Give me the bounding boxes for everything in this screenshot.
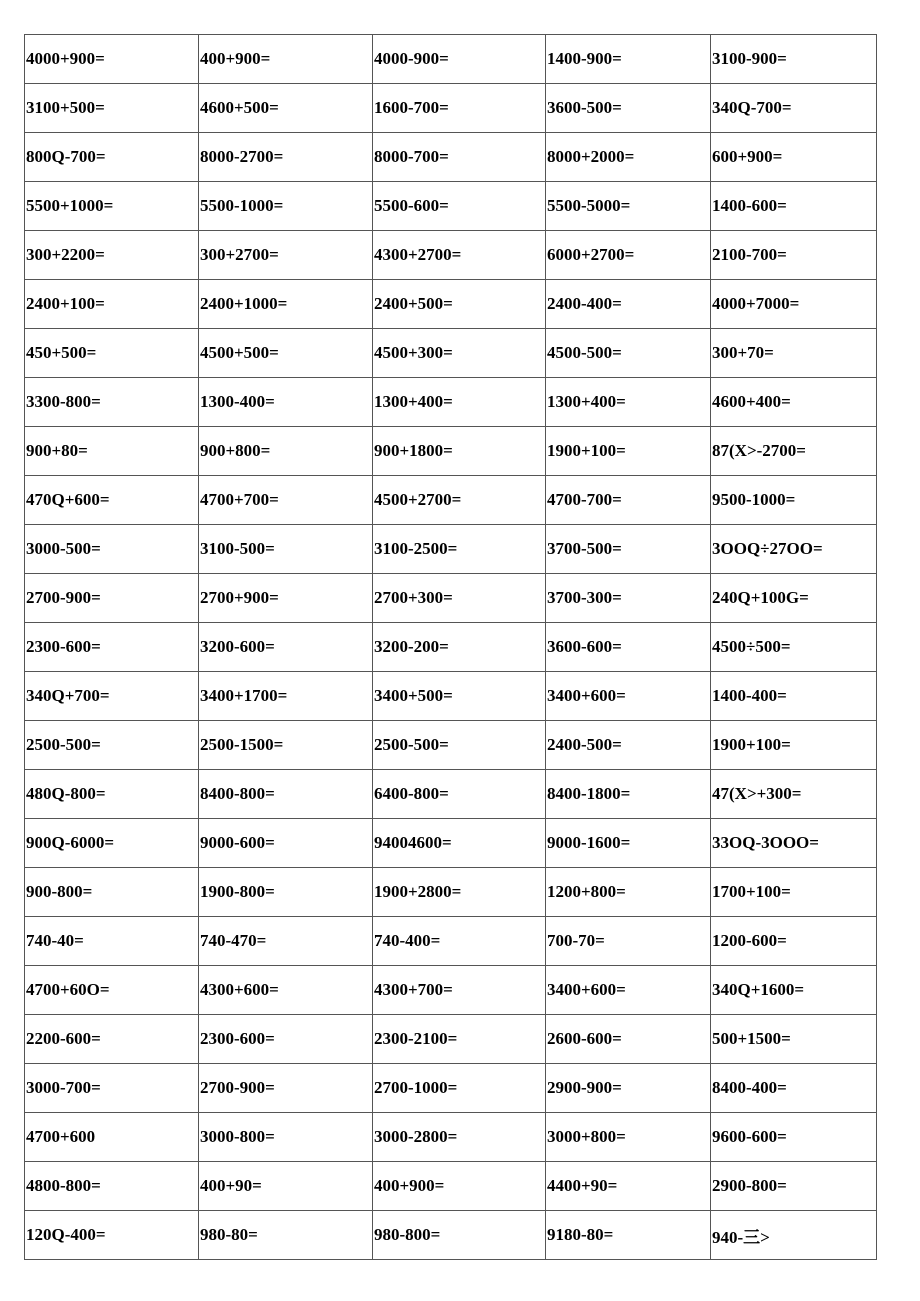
problem-cell: 4300+2700= [373, 231, 546, 280]
problem-cell: 2300-2100= [373, 1015, 546, 1064]
problem-cell: 4500÷500= [711, 623, 877, 672]
problem-cell: 8000-2700= [199, 133, 373, 182]
problem-cell: 1900-800= [199, 868, 373, 917]
problem-cell: 3000-500= [25, 525, 199, 574]
problem-cell: 3100+500= [25, 84, 199, 133]
problem-cell: 450+500= [25, 329, 199, 378]
problem-cell: 3400+500= [373, 672, 546, 721]
problem-cell: 1300+400= [373, 378, 546, 427]
problem-cell: 2600-600= [546, 1015, 711, 1064]
problem-cell: 1900+100= [546, 427, 711, 476]
problem-cell: 900-800= [25, 868, 199, 917]
worksheet-row [25, 672, 877, 721]
problem-cell: 2700-900= [199, 1064, 373, 1113]
worksheet-row [25, 280, 877, 329]
problem-cell: 340Q+1600= [711, 966, 877, 1015]
problem-cell: 800Q-700= [25, 133, 199, 182]
worksheet-row [25, 1113, 877, 1162]
problem-cell: 8000-700= [373, 133, 546, 182]
problem-cell: 4500+500= [199, 329, 373, 378]
problem-cell: 240Q+100G= [711, 574, 877, 623]
problem-cell: 900+80= [25, 427, 199, 476]
worksheet-row [25, 133, 877, 182]
worksheet-row [25, 623, 877, 672]
worksheet-row [25, 231, 877, 280]
problem-cell: 2700+900= [199, 574, 373, 623]
problem-cell: 8400-800= [199, 770, 373, 819]
problem-cell: 740-470= [199, 917, 373, 966]
problem-cell: 4700+700= [199, 476, 373, 525]
problem-cell: 8400-1800= [546, 770, 711, 819]
problem-cell: 94004600= [373, 819, 546, 868]
problem-cell: 9000-600= [199, 819, 373, 868]
problem-cell: 740-400= [373, 917, 546, 966]
worksheet-row [25, 476, 877, 525]
worksheet-row [25, 917, 877, 966]
problem-cell: 9180-80= [546, 1211, 711, 1260]
problem-cell: 2700+300= [373, 574, 546, 623]
problem-cell: 4300+600= [199, 966, 373, 1015]
problem-cell: 2400-400= [546, 280, 711, 329]
problem-cell: 5500+1000= [25, 182, 199, 231]
worksheet-row [25, 966, 877, 1015]
problem-cell: 8000+2000= [546, 133, 711, 182]
problem-cell: 4700-700= [546, 476, 711, 525]
problem-cell: 340Q+700= [25, 672, 199, 721]
problem-cell: 4500-500= [546, 329, 711, 378]
problem-cell: 4600+400= [711, 378, 877, 427]
problem-cell: 3200-200= [373, 623, 546, 672]
problem-cell: 3400+1700= [199, 672, 373, 721]
arithmetic-worksheet-table [24, 34, 877, 1260]
problem-cell: 2400-500= [546, 721, 711, 770]
problem-cell: 4300+700= [373, 966, 546, 1015]
problem-cell: 4000-900= [373, 35, 546, 84]
problem-cell: 1900+100= [711, 721, 877, 770]
problem-cell: 3OOQ÷27OO= [711, 525, 877, 574]
problem-cell: 3600-500= [546, 84, 711, 133]
problem-cell: 2200-600= [25, 1015, 199, 1064]
worksheet-row [25, 1162, 877, 1211]
problem-cell: 1300-400= [199, 378, 373, 427]
problem-cell: 33OQ-3OOO= [711, 819, 877, 868]
problem-cell: 3100-500= [199, 525, 373, 574]
worksheet-row [25, 1064, 877, 1113]
problem-cell: 300+2700= [199, 231, 373, 280]
worksheet-row [25, 525, 877, 574]
worksheet-row [25, 427, 877, 476]
problem-cell: 1600-700= [373, 84, 546, 133]
problem-cell: 2500-500= [373, 721, 546, 770]
problem-cell: 940-三> [711, 1211, 877, 1260]
problem-cell: 9000-1600= [546, 819, 711, 868]
problem-cell: 1700+100= [711, 868, 877, 917]
problem-cell: 700-70= [546, 917, 711, 966]
problem-cell: 340Q-700= [711, 84, 877, 133]
problem-cell: 1200+800= [546, 868, 711, 917]
problem-cell: 3400+600= [546, 966, 711, 1015]
problem-cell: 3700-500= [546, 525, 711, 574]
problem-cell: 4500+2700= [373, 476, 546, 525]
problem-cell: 2400+100= [25, 280, 199, 329]
problem-cell: 4000+900= [25, 35, 199, 84]
problem-cell: 900+800= [199, 427, 373, 476]
worksheet-row [25, 378, 877, 427]
problem-cell: 900+1800= [373, 427, 546, 476]
worksheet-row [25, 1211, 877, 1260]
problem-cell: 1200-600= [711, 917, 877, 966]
worksheet-row [25, 819, 877, 868]
worksheet-body [25, 35, 877, 1260]
problem-cell: 2400+500= [373, 280, 546, 329]
problem-cell: 980-800= [373, 1211, 546, 1260]
problem-cell: 3600-600= [546, 623, 711, 672]
worksheet-row [25, 721, 877, 770]
problem-cell: 740-40= [25, 917, 199, 966]
problem-cell: 9600-600= [711, 1113, 877, 1162]
problem-cell: 300+70= [711, 329, 877, 378]
problem-cell: 4700+60O= [25, 966, 199, 1015]
worksheet-row [25, 868, 877, 917]
worksheet-row [25, 329, 877, 378]
problem-cell: 400+900= [373, 1162, 546, 1211]
problem-cell: 4700+600 [25, 1113, 199, 1162]
problem-cell: 2500-1500= [199, 721, 373, 770]
problem-cell: 1400-400= [711, 672, 877, 721]
problem-cell: 3200-600= [199, 623, 373, 672]
problem-cell: 480Q-800= [25, 770, 199, 819]
worksheet-row [25, 1015, 877, 1064]
problem-cell: 1900+2800= [373, 868, 546, 917]
problem-cell: 1300+400= [546, 378, 711, 427]
problem-cell: 3300-800= [25, 378, 199, 427]
worksheet-row [25, 574, 877, 623]
problem-cell: 4600+500= [199, 84, 373, 133]
problem-cell: 2300-600= [199, 1015, 373, 1064]
problem-cell: 3100-900= [711, 35, 877, 84]
problem-cell: 900Q-6000= [25, 819, 199, 868]
problem-cell: 3000-2800= [373, 1113, 546, 1162]
problem-cell: 9500-1000= [711, 476, 877, 525]
problem-cell: 2700-1000= [373, 1064, 546, 1113]
problem-cell: 47(X>+300= [711, 770, 877, 819]
problem-cell: 6000+2700= [546, 231, 711, 280]
problem-cell: 470Q+600= [25, 476, 199, 525]
problem-cell: 500+1500= [711, 1015, 877, 1064]
problem-cell: 120Q-400= [25, 1211, 199, 1260]
problem-cell: 1400-600= [711, 182, 877, 231]
problem-cell: 8400-400= [711, 1064, 877, 1113]
problem-cell: 3700-300= [546, 574, 711, 623]
problem-cell: 980-80= [199, 1211, 373, 1260]
problem-cell: 400+900= [199, 35, 373, 84]
problem-cell: 300+2200= [25, 231, 199, 280]
problem-cell: 5500-1000= [199, 182, 373, 231]
problem-cell: 3400+600= [546, 672, 711, 721]
problem-cell: 3000+800= [546, 1113, 711, 1162]
problem-cell: 3000-800= [199, 1113, 373, 1162]
problem-cell: 5500-600= [373, 182, 546, 231]
problem-cell: 3100-2500= [373, 525, 546, 574]
problem-cell: 1400-900= [546, 35, 711, 84]
worksheet-row [25, 84, 877, 133]
problem-cell: 600+900= [711, 133, 877, 182]
problem-cell: 6400-800= [373, 770, 546, 819]
problem-cell: 2500-500= [25, 721, 199, 770]
problem-cell: 4500+300= [373, 329, 546, 378]
problem-cell: 400+90= [199, 1162, 373, 1211]
problem-cell: 3000-700= [25, 1064, 199, 1113]
problem-cell: 2900-800= [711, 1162, 877, 1211]
problem-cell: 4400+90= [546, 1162, 711, 1211]
problem-cell: 4800-800= [25, 1162, 199, 1211]
problem-cell: 87(X>-2700= [711, 427, 877, 476]
worksheet-row [25, 182, 877, 231]
worksheet-row [25, 770, 877, 819]
problem-cell: 2100-700= [711, 231, 877, 280]
worksheet-row [25, 35, 877, 84]
problem-cell: 2900-900= [546, 1064, 711, 1113]
problem-cell: 2700-900= [25, 574, 199, 623]
problem-cell: 4000+7000= [711, 280, 877, 329]
problem-cell: 5500-5000= [546, 182, 711, 231]
problem-cell: 2400+1000= [199, 280, 373, 329]
problem-cell: 2300-600= [25, 623, 199, 672]
